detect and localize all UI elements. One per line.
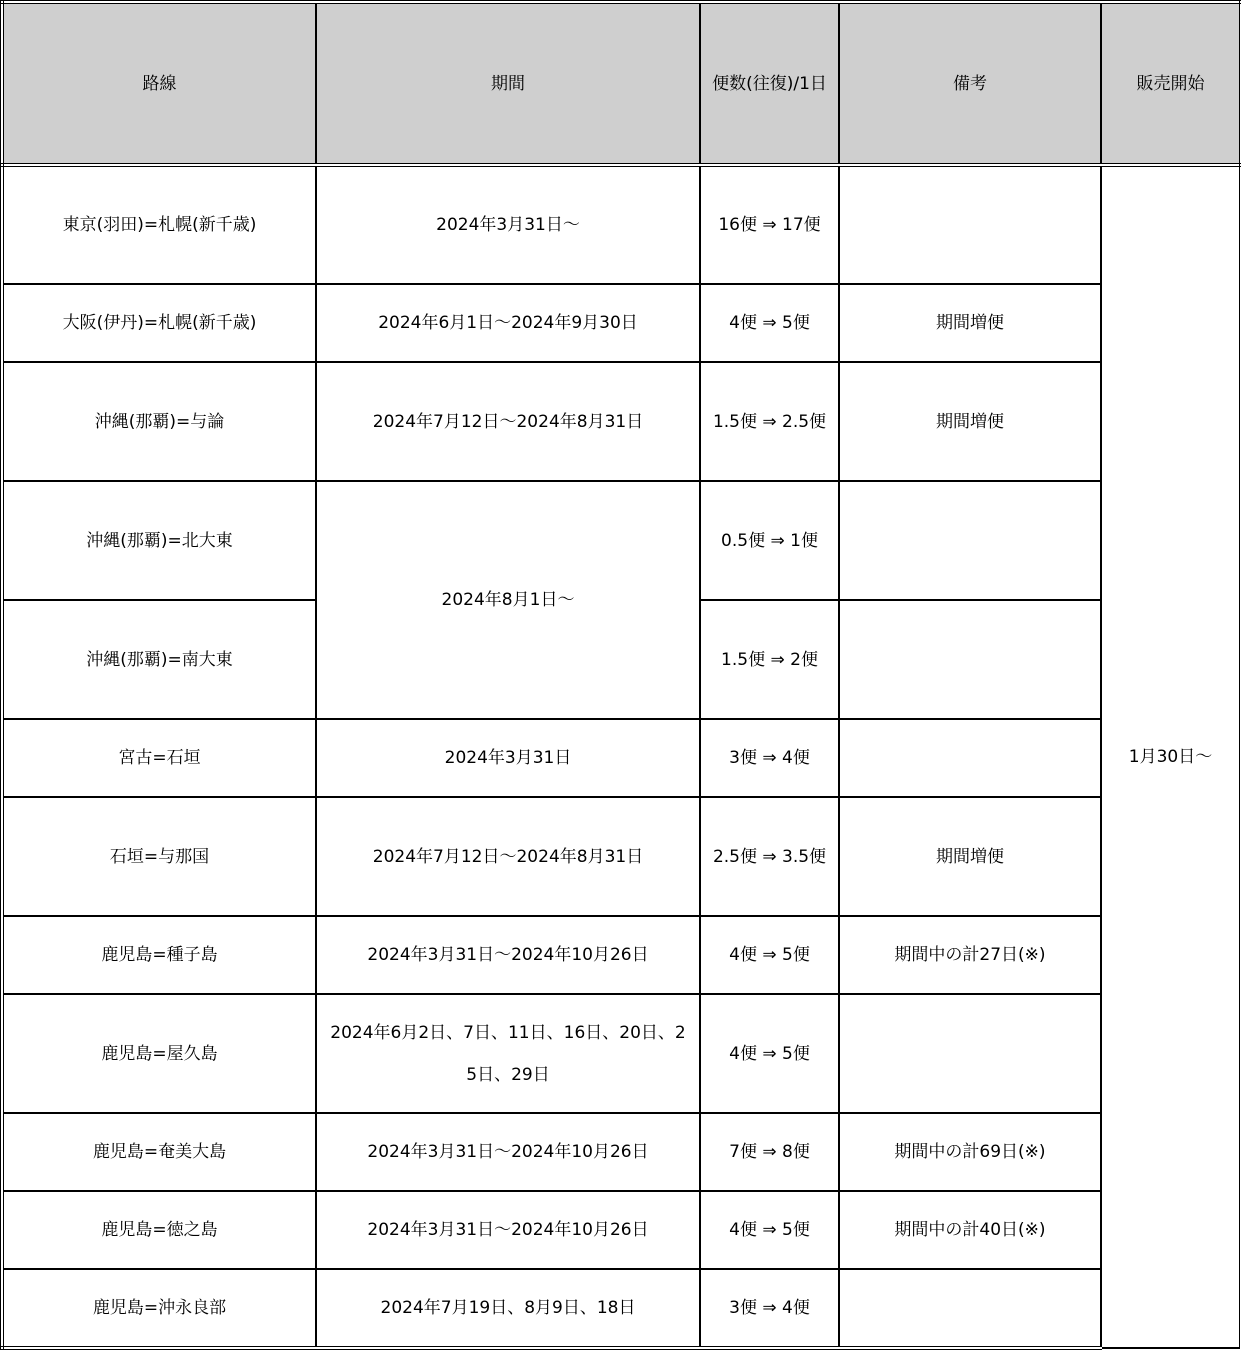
period-cell: 2024年7月12日〜2024年8月31日 xyxy=(316,797,700,916)
route-cell: 鹿児島=種子島 xyxy=(2,916,316,994)
table-body xyxy=(2,165,1241,1348)
table-row xyxy=(2,719,1241,797)
table-row xyxy=(2,481,1241,600)
notes-cell: 期間中の計27日(※) xyxy=(839,916,1101,994)
route-cell: 鹿児島=奄美大島 xyxy=(2,1113,316,1191)
notes-cell: 期間中の計40日(※) xyxy=(839,1191,1101,1269)
table-row xyxy=(2,1191,1241,1269)
route-cell: 沖縄(那覇)=北大東 xyxy=(2,481,316,600)
period-cell: 2024年3月31日〜 xyxy=(316,165,700,284)
notes-cell xyxy=(839,1269,1101,1348)
period-cell: 2024年3月31日 xyxy=(316,719,700,797)
notes-cell xyxy=(839,165,1101,284)
header-period: 期間 xyxy=(316,2,700,165)
flights-cell: 4便 ⇒ 5便 xyxy=(700,284,839,362)
notes-cell: 期間増便 xyxy=(839,797,1101,916)
route-cell: 沖縄(那覇)=与論 xyxy=(2,362,316,481)
flights-cell: 4便 ⇒ 5便 xyxy=(700,994,839,1113)
period-cell: 2024年6月1日〜2024年9月30日 xyxy=(316,284,700,362)
flights-cell: 3便 ⇒ 4便 xyxy=(700,719,839,797)
route-cell: 鹿児島=徳之島 xyxy=(2,1191,316,1269)
period-cell: 2024年3月31日〜2024年10月26日 xyxy=(316,1191,700,1269)
table-row xyxy=(2,165,1241,284)
route-cell: 鹿児島=沖永良部 xyxy=(2,1269,316,1348)
notes-cell: 期間増便 xyxy=(839,284,1101,362)
header-notes: 備考 xyxy=(839,2,1101,165)
route-cell: 宮古=石垣 xyxy=(2,719,316,797)
table-header xyxy=(2,2,1241,165)
notes-cell xyxy=(839,481,1101,600)
period-cell: 2024年3月31日〜2024年10月26日 xyxy=(316,916,700,994)
flights-cell: 4便 ⇒ 5便 xyxy=(700,1191,839,1269)
flights-cell: 2.5便 ⇒ 3.5便 xyxy=(700,797,839,916)
route-cell: 東京(羽田)=札幌(新千歳) xyxy=(2,165,316,284)
flights-cell: 0.5便 ⇒ 1便 xyxy=(700,481,839,600)
table-row xyxy=(2,284,1241,362)
header-row xyxy=(2,2,1241,165)
notes-cell xyxy=(839,994,1101,1113)
notes-cell: 期間中の計69日(※) xyxy=(839,1113,1101,1191)
flights-cell: 16便 ⇒ 17便 xyxy=(700,165,839,284)
route-cell: 鹿児島=屋久島 xyxy=(2,994,316,1113)
notes-cell: 期間増便 xyxy=(839,362,1101,481)
header-route: 路線 xyxy=(2,2,316,165)
table-row xyxy=(2,916,1241,994)
sales-start-cell: 1月30日〜 xyxy=(1101,165,1241,1348)
flights-cell: 7便 ⇒ 8便 xyxy=(700,1113,839,1191)
table-row xyxy=(2,362,1241,481)
flights-cell: 1.5便 ⇒ 2.5便 xyxy=(700,362,839,481)
table-row xyxy=(2,797,1241,916)
flights-cell: 3便 ⇒ 4便 xyxy=(700,1269,839,1348)
header-flights: 便数(往復)/1日 xyxy=(700,2,839,165)
flights-cell: 4便 ⇒ 5便 xyxy=(700,916,839,994)
period-cell-merged: 2024年8月1日〜 xyxy=(316,481,700,719)
header-sales-start: 販売開始 xyxy=(1101,2,1241,165)
period-cell: 2024年7月12日〜2024年8月31日 xyxy=(316,362,700,481)
table-row xyxy=(2,1269,1241,1348)
notes-cell xyxy=(839,719,1101,797)
table-row xyxy=(2,994,1241,1113)
flights-cell: 1.5便 ⇒ 2便 xyxy=(700,600,839,719)
period-cell: 2024年6月2日、7日、11日、16日、20日、25日、29日 xyxy=(316,994,700,1113)
table-row xyxy=(2,1113,1241,1191)
period-cell: 2024年3月31日〜2024年10月26日 xyxy=(316,1113,700,1191)
route-cell: 沖縄(那覇)=南大東 xyxy=(2,600,316,719)
period-cell: 2024年7月19日、8月9日、18日 xyxy=(316,1269,700,1348)
notes-cell xyxy=(839,600,1101,719)
route-cell: 大阪(伊丹)=札幌(新千歳) xyxy=(2,284,316,362)
route-cell: 石垣=与那国 xyxy=(2,797,316,916)
